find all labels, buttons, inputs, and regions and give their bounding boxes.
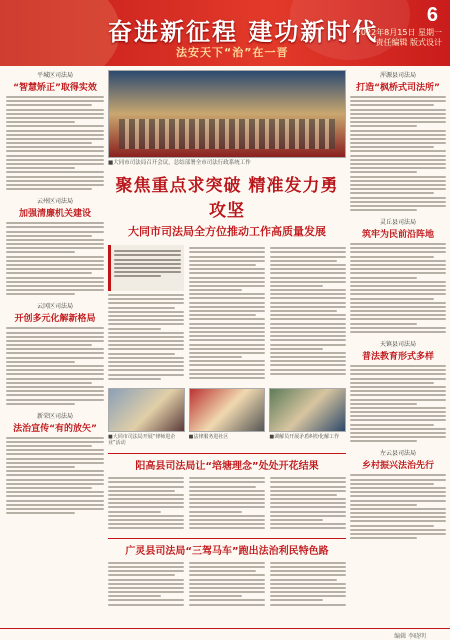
photo-strip: [108, 388, 346, 432]
photo: [269, 388, 346, 432]
article-source: 新荣区司法局: [36, 412, 73, 420]
photo-caption: ■大同市司法局开展“律师进企业”活动: [108, 433, 176, 447]
article-body: [6, 96, 104, 190]
section-headline: 广灵县司法局“三驾马车”跑出法治利民特色路: [108, 538, 346, 557]
article: [6, 411, 104, 514]
article: [6, 196, 104, 295]
photo-caption: ■法律服务进社区: [188, 433, 229, 440]
article-body: [6, 327, 104, 404]
photo-caption: ■调解员开展矛盾纠纷化解工作: [269, 433, 340, 440]
article-title: 法治宣传“有的放矢”: [13, 423, 97, 434]
article: [350, 217, 446, 333]
section-body: [108, 560, 346, 608]
photo-captions: [108, 434, 346, 447]
header-subtitle: 法安天下“治”在一晋: [176, 46, 289, 59]
section-headline: 阳高县司法局让“培塘理念”处处开花结果: [108, 453, 346, 472]
article-source: 云州区司法局: [36, 198, 73, 206]
photo: [189, 388, 266, 432]
article-title: 筑牢为民前沿阵地: [361, 230, 434, 241]
photo-caption: ■大同市司法局召开会议，总结部署全市司法行政系统工作: [108, 160, 251, 166]
article-source: 平城区司法局: [36, 72, 73, 79]
main-article-body: [108, 245, 346, 382]
article-body: [6, 437, 104, 514]
main-photo: [108, 70, 346, 158]
left-column: [6, 70, 104, 520]
article-body: [350, 96, 446, 211]
page-number: 6: [426, 4, 438, 26]
article: [6, 70, 104, 190]
page-footer: [0, 628, 450, 640]
article-title: 加强清廉机关建设: [18, 209, 91, 220]
header-decoration: [0, 0, 120, 66]
main-subheadline: 大同市司法局全方位推动工作高质量发展: [128, 225, 326, 238]
article-source: 灵丘县司法局: [379, 219, 416, 227]
article-source: 天镇县司法局: [379, 341, 416, 348]
section-body: [108, 475, 346, 532]
article-title: 乡村振兴法治先行: [361, 461, 434, 472]
article-body: [350, 243, 446, 333]
page-header: [0, 0, 450, 66]
article-body: [6, 222, 104, 295]
header-slogan: 奋进新征程 建功新时代: [108, 17, 379, 46]
photo: [108, 388, 185, 432]
article-source: 云冈区司法局: [36, 303, 73, 311]
editor-credit: 编辑 李晓明: [394, 633, 426, 640]
article-source: 左云县司法局: [379, 450, 416, 458]
article-title: “智慧矫正”取得实效: [13, 83, 97, 93]
right-column: [350, 70, 446, 545]
article-body: [350, 474, 446, 539]
article: [350, 339, 446, 442]
article-body: [350, 365, 446, 442]
article-title: 开创多元化解新格局: [14, 314, 96, 325]
center-column: [108, 70, 346, 608]
paper-info: 2022年8月15日 星期一 责任编辑 版式设计: [355, 28, 442, 47]
article-source: 浑源县司法局: [379, 72, 416, 79]
article: [6, 301, 104, 404]
main-headline: 聚焦重点求突破 精准发力勇攻坚: [115, 176, 339, 221]
article: [350, 448, 446, 539]
article: [350, 70, 446, 211]
pull-quote: [108, 245, 184, 291]
article-title: 打造“枫桥式司法所”: [356, 83, 440, 93]
article-title: 普法教育形式多样: [361, 352, 434, 362]
